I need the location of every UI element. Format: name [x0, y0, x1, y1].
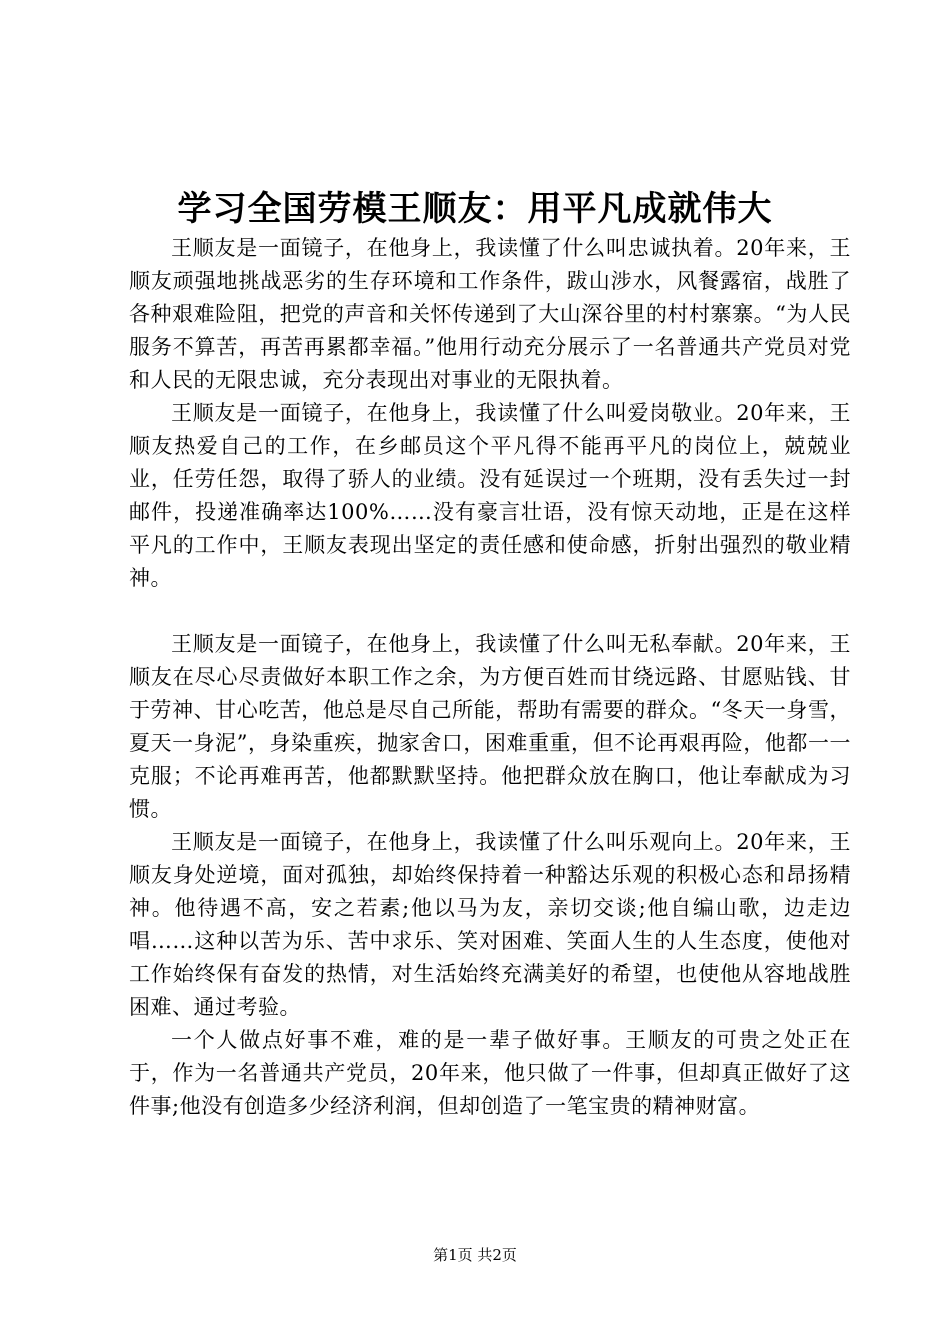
document-title: 学习全国劳模王顺友：用平凡成就伟大 — [177, 189, 773, 229]
paragraph-selfless: 王顺友是一面镜子，在他身上，我读懂了什么叫无私奉献。20年来，王顺友在尽心尽责做好本职工作之余，为方便百姓而甘绕远路、甘愿贴钱、甘于劳神、甘心吃苦，他总是尽自己所能，帮助有需要的群众。“冬天一身雪，夏天一身泥”，身染重疾，抛家舍口，困难重重，但不论再艰再险，他都一一克服；不论再难再苦，他都默默坚持。他把群众放在胸口，他让奉献成为习惯。 — [129, 632, 851, 821]
paragraph-dedication: 王顺友是一面镜子，在他身上，我读懂了什么叫爱岗敬业。20年来，王顺友热爱自己的工作，在乡邮员这个平凡得不能再平凡的岗位上，兢兢业业，任劳任怨，取得了骄人的业绩。没有延误过一个班期，没有丢失过一封邮件，投递准确率达100%……没有豪言壮语，没有惊天动地，正是在这样平凡的工作中，王顺友表现出坚定的责任感和使命感，折射出强烈的敬业精神。 — [129, 401, 851, 590]
document-body — [129, 232, 851, 1123]
paragraph-loyalty: 王顺友是一面镜子，在他身上，我读懂了什么叫忠诚执着。20年来，王顺友顽强地挑战恶劣的生存环境和工作条件，跋山涉水，风餐露宿，战胜了各种艰难险阻，把党的声音和关怀传递到了大山深谷里的村村寨寨。“为人民服务不算苦，再苦再累都幸福。”他用行动充分展示了一名普通共产党员对党和人民的无限忠诚，充分表现出对事业的无限执着。 — [129, 236, 851, 392]
paragraph-spacer — [129, 595, 851, 628]
paragraph-conclusion: 一个人做点好事不难，难的是一辈子做好事。王顺友的可贵之处正在于，作为一名普通共产党员，20年来，他只做了一件事，但却真正做好了这件事;他没有创造多少经济利润，但却创造了一笔宝贵的精神财富。 — [129, 1028, 851, 1118]
page-footer: 第1页 共2页 — [433, 1246, 517, 1264]
paragraph-optimism: 王顺友是一面镜子，在他身上，我读懂了什么叫乐观向上。20年来，王顺友身处逆境，面对孤独，却始终保持着一种豁达乐观的积极心态和昂扬精神。他待遇不高，安之若素;他以马为友，亲切交谈;他自编山歌，边走边唱……这种以苦为乐、苦中求乐、笑对困难、笑面人生的人生态度，使他对工作始终保有奋发的热情，对生活始终充满美好的希望，也使他从容地战胜困难、通过考验。 — [129, 830, 851, 1019]
